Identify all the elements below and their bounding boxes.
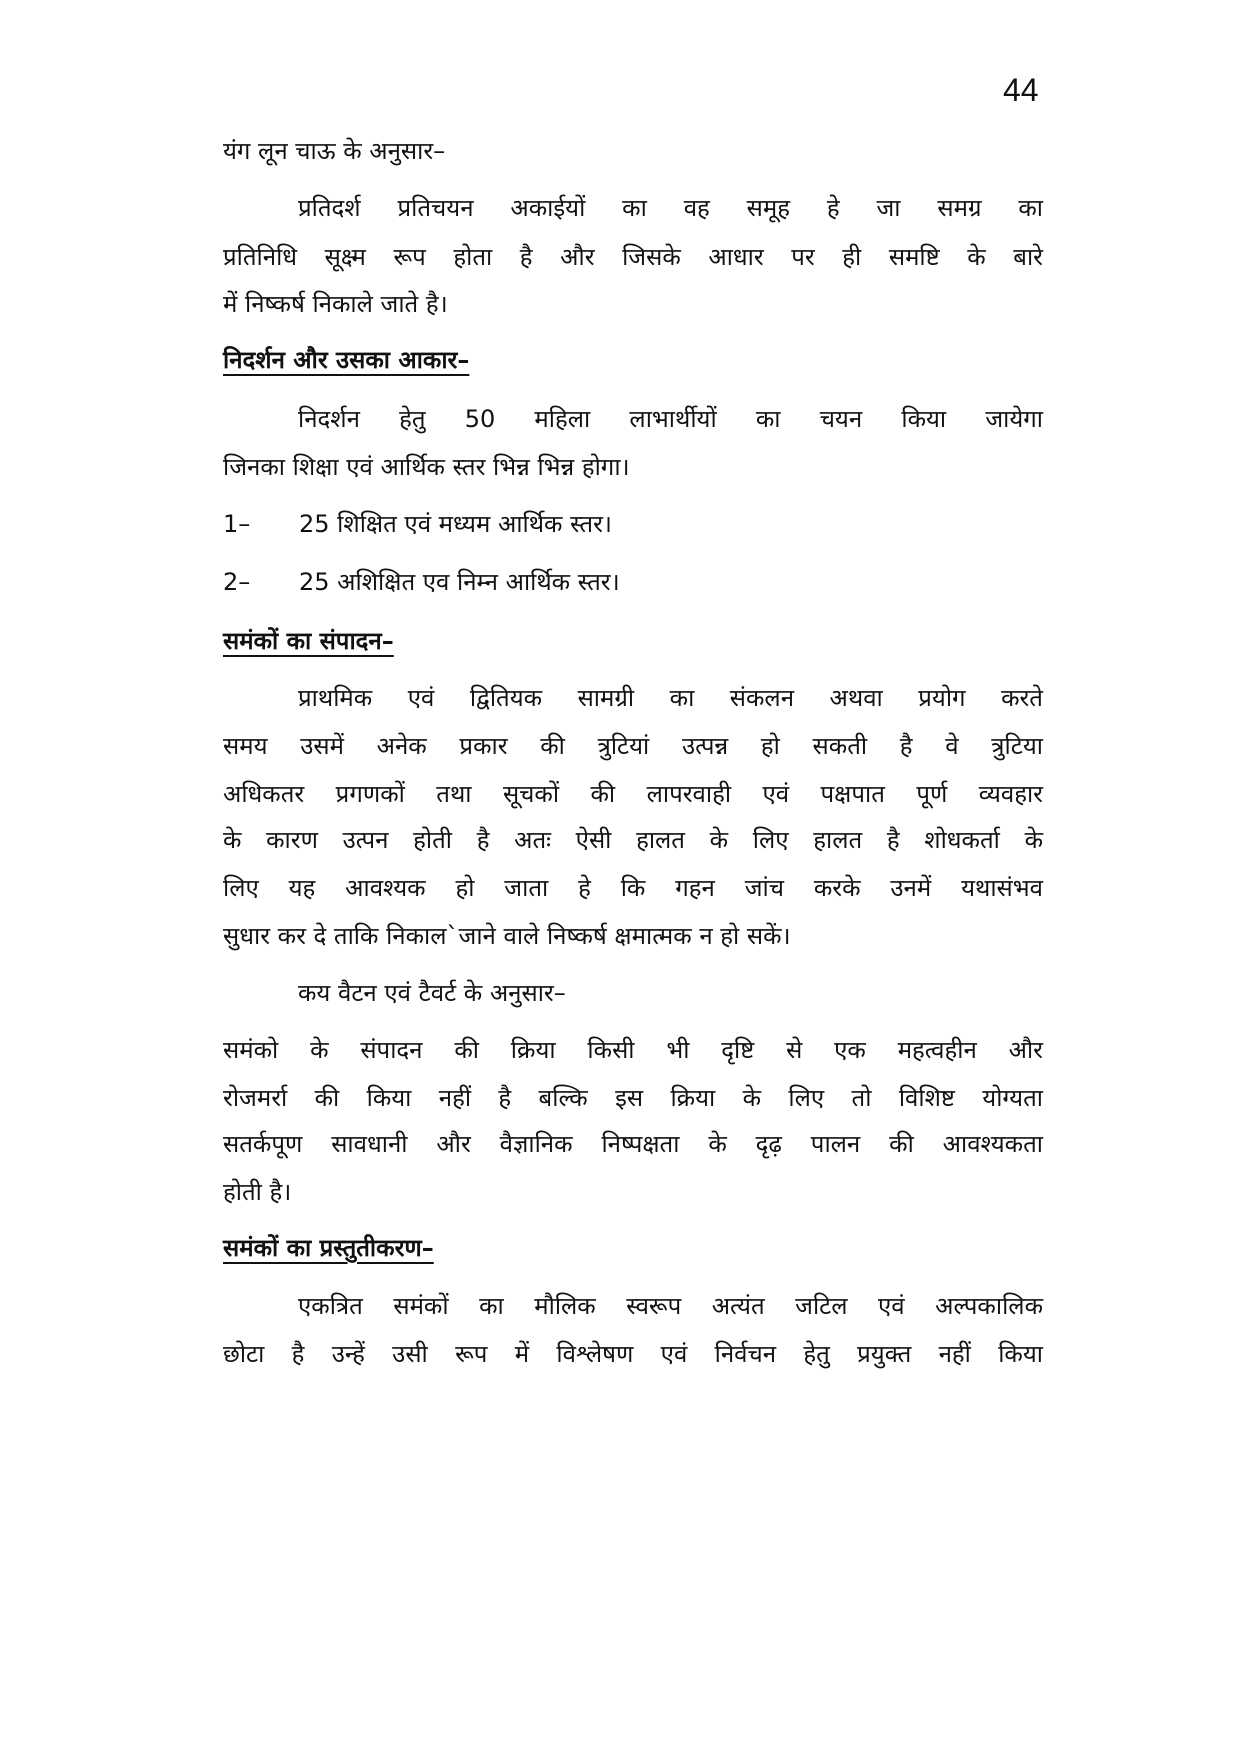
editing-line: समय उसमें अनेक प्रकार की त्रुटियां उत्पन्न हो सकती है वे त्रुटिया [223, 732, 1043, 760]
intro-label: यंग लून चाऊ के अनुसार– [223, 137, 446, 165]
definition-line: में निष्कर्ष निकाले जाते है। [223, 290, 448, 318]
presentation-line: एकत्रित समंकों का मौलिक स्वरूप अत्यंत जटिल एवं अल्पकालिक [298, 1292, 1043, 1320]
definition-line: प्रतिदर्श प्रतिचयन अकाईयों का वह समूह हे जा समग्र का [298, 194, 1043, 222]
editing-line: लिए यह आवश्यक हो जाता हे कि गहन जांच करके उनमें यथासंभव [223, 874, 1043, 902]
sample-line: निदर्शन हेतु 50 महिला लाभार्थीयों का चयन किया जायेगा [298, 405, 1043, 433]
list-text: 25 शिक्षित एवं मध्यम आर्थिक स्तर। [299, 510, 613, 538]
quote-line: समंको के संपादन की क्रिया किसी भी दृष्टि से एक महत्वहीन और [223, 1036, 1043, 1064]
heading-data-editing: समंकों का संपादन– [223, 627, 394, 655]
sample-line: जिनका शिक्षा एवं आर्थिक स्तर भिन्न भिन्न होगा। [223, 453, 630, 481]
quote-line: होती है। [223, 1178, 292, 1206]
list-number: 1– [223, 510, 251, 538]
editing-line: सुधार कर दे ताकि निकाल`जाने वाले निष्कर्ष क्षमात्मक न हो सकें। [223, 922, 791, 950]
quote-label: कय वैटन एवं टैवर्ट के अनुसार– [298, 979, 566, 1007]
editing-line: प्राथमिक एवं द्वितियक सामग्री का संकलन अथवा प्रयोग करते [298, 684, 1043, 712]
quote-line: सतर्कपूण सावधानी और वैज्ञानिक निष्पक्षता के दृढ़ पालन की आवश्यकता [223, 1130, 1043, 1158]
list-text: 25 अशिक्षित एव निम्न आर्थिक स्तर। [299, 568, 620, 596]
list-item [223, 506, 612, 542]
heading-data-presentation: समंकों का प्रस्तुतीकरण– [223, 1234, 434, 1262]
page-number: 44 [1003, 72, 1039, 108]
list-number: 2– [223, 568, 251, 596]
quote-line: रोजमर्रा की किया नहीं है बल्कि इस क्रिया के लिए तो विशिष्ट योग्यता [223, 1084, 1043, 1112]
heading-sample-size: निदर्शन और उसका आकार– [223, 346, 470, 374]
definition-line: प्रतिनिधि सूक्ष्म रूप होता है और जिसके आधार पर ही समष्टि के बारे [223, 243, 1043, 271]
list-item [223, 564, 620, 600]
editing-line: अधिकतर प्रगणकों तथा सूचकों की लापरवाही एवं पक्षपात पूर्ण व्यवहार [223, 780, 1043, 808]
presentation-line: छोटा है उन्हें उसी रूप में विश्लेषण एवं निर्वचन हेतु प्रयुक्त नहीं किया [223, 1340, 1043, 1368]
editing-line: के कारण उत्पन होती है अतः ऐसी हालत के लिए हालत है शोधकर्ता के [223, 826, 1043, 854]
